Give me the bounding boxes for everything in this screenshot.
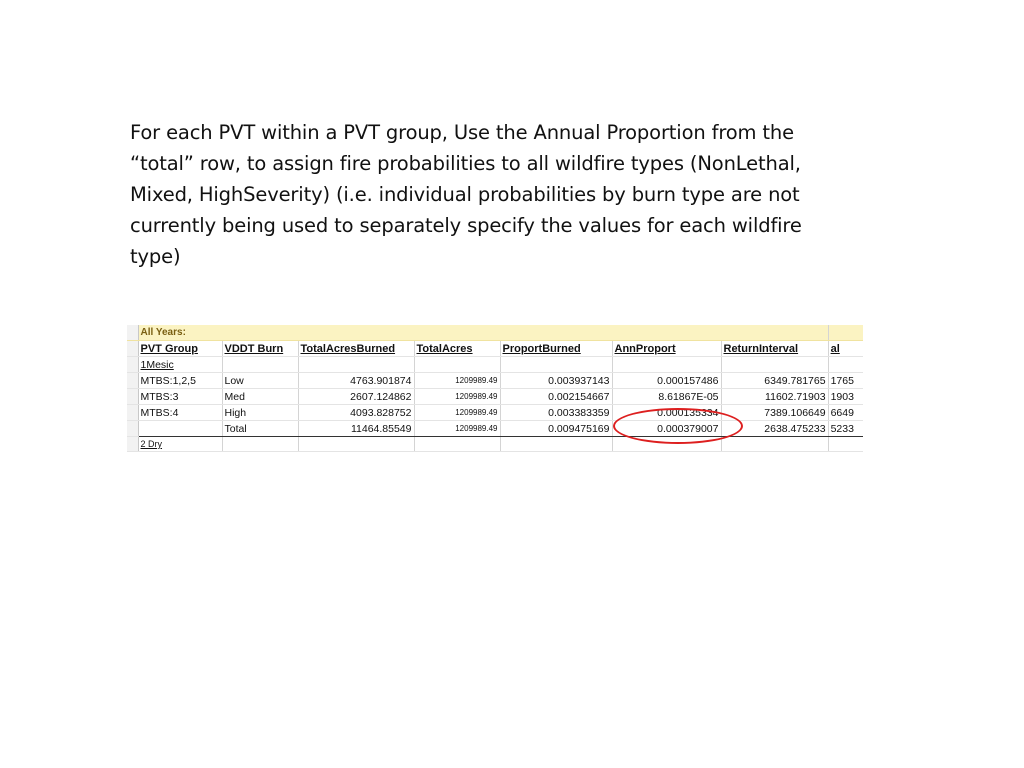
pvt-group-cell: MTBS:1,2,5	[138, 373, 222, 389]
total-acres-cell: 1209989.49	[414, 405, 500, 421]
row-number	[127, 437, 138, 452]
total-row	[127, 421, 863, 437]
spreadsheet-screenshot	[127, 325, 863, 449]
ann-proport-total-cell: 0.000379007	[612, 421, 721, 437]
ann-proport-cell: 8.61867E-05	[612, 389, 721, 405]
pvt-group-cell	[138, 421, 222, 437]
row-number	[127, 389, 138, 405]
instruction-line: For each PVT within a PVT group, Use the Annual Proportion from the	[130, 121, 794, 144]
column-header-vddt-burn: VDDT Burn	[222, 341, 298, 357]
spreadsheet-table	[127, 325, 863, 452]
truncated-cell: 5233	[828, 421, 863, 437]
group-label: 1Mesic	[138, 357, 222, 373]
ann-proport-cell: 0.000157486	[612, 373, 721, 389]
table-row	[127, 389, 863, 405]
proport-burned-cell: 0.009475169	[500, 421, 612, 437]
table-row	[127, 405, 863, 421]
total-acres-cell: 1209989.49	[414, 373, 500, 389]
instruction-line: Mixed, HighSeverity) (i.e. individual probabilities by burn type are not	[130, 183, 800, 206]
total-acres-burned-cell: 11464.85549	[298, 421, 414, 437]
header-fill	[828, 325, 863, 341]
column-header-proport-burned: ProportBurned	[500, 341, 612, 357]
column-header-ann-proport: AnnProport	[612, 341, 721, 357]
truncated-cell: 1903	[828, 389, 863, 405]
total-acres-cell: 1209989.49	[414, 421, 500, 437]
total-acres-burned-cell: 4763.901874	[298, 373, 414, 389]
row-number	[127, 405, 138, 421]
burn-cell: Total	[222, 421, 298, 437]
truncated-cell: 1765	[828, 373, 863, 389]
next-group-label: 2 Dry	[138, 437, 222, 452]
burn-cell: High	[222, 405, 298, 421]
next-group-row	[127, 437, 863, 452]
row-number	[127, 373, 138, 389]
sheet-title: All Years:	[138, 325, 828, 341]
column-header-pvt-group: PVT Group	[138, 341, 222, 357]
column-header-truncated: al	[828, 341, 863, 357]
column-header-total-acres-burned: TotalAcresBurned	[298, 341, 414, 357]
title-row	[127, 325, 863, 341]
group-row	[127, 357, 863, 373]
proport-burned-cell: 0.002154667	[500, 389, 612, 405]
total-acres-burned-cell: 2607.124862	[298, 389, 414, 405]
total-acres-cell: 1209989.49	[414, 389, 500, 405]
column-header-return-interval: ReturnInterval	[721, 341, 828, 357]
return-interval-cell: 2638.475233	[721, 421, 828, 437]
return-interval-cell: 11602.71903	[721, 389, 828, 405]
pvt-group-cell: MTBS:3	[138, 389, 222, 405]
proport-burned-cell: 0.003937143	[500, 373, 612, 389]
row-number	[127, 357, 138, 373]
table-row	[127, 373, 863, 389]
total-acres-burned-cell: 4093.828752	[298, 405, 414, 421]
pvt-group-cell: MTBS:4	[138, 405, 222, 421]
row-number	[127, 341, 138, 357]
return-interval-cell: 7389.106649	[721, 405, 828, 421]
row-number	[127, 421, 138, 437]
truncated-cell: 6649	[828, 405, 863, 421]
row-number	[127, 325, 138, 341]
instruction-text	[130, 117, 870, 272]
instruction-line: currently being used to separately specify the values for each wildfire	[130, 214, 802, 237]
instruction-line: type)	[130, 245, 181, 268]
header-row	[127, 341, 863, 357]
burn-cell: Low	[222, 373, 298, 389]
ann-proport-cell: 0.000135334	[612, 405, 721, 421]
proport-burned-cell: 0.003383359	[500, 405, 612, 421]
column-header-total-acres: TotalAcres	[414, 341, 500, 357]
instruction-line: “total” row, to assign fire probabilities to all wildfire types (NonLethal,	[130, 152, 801, 175]
return-interval-cell: 6349.781765	[721, 373, 828, 389]
burn-cell: Med	[222, 389, 298, 405]
